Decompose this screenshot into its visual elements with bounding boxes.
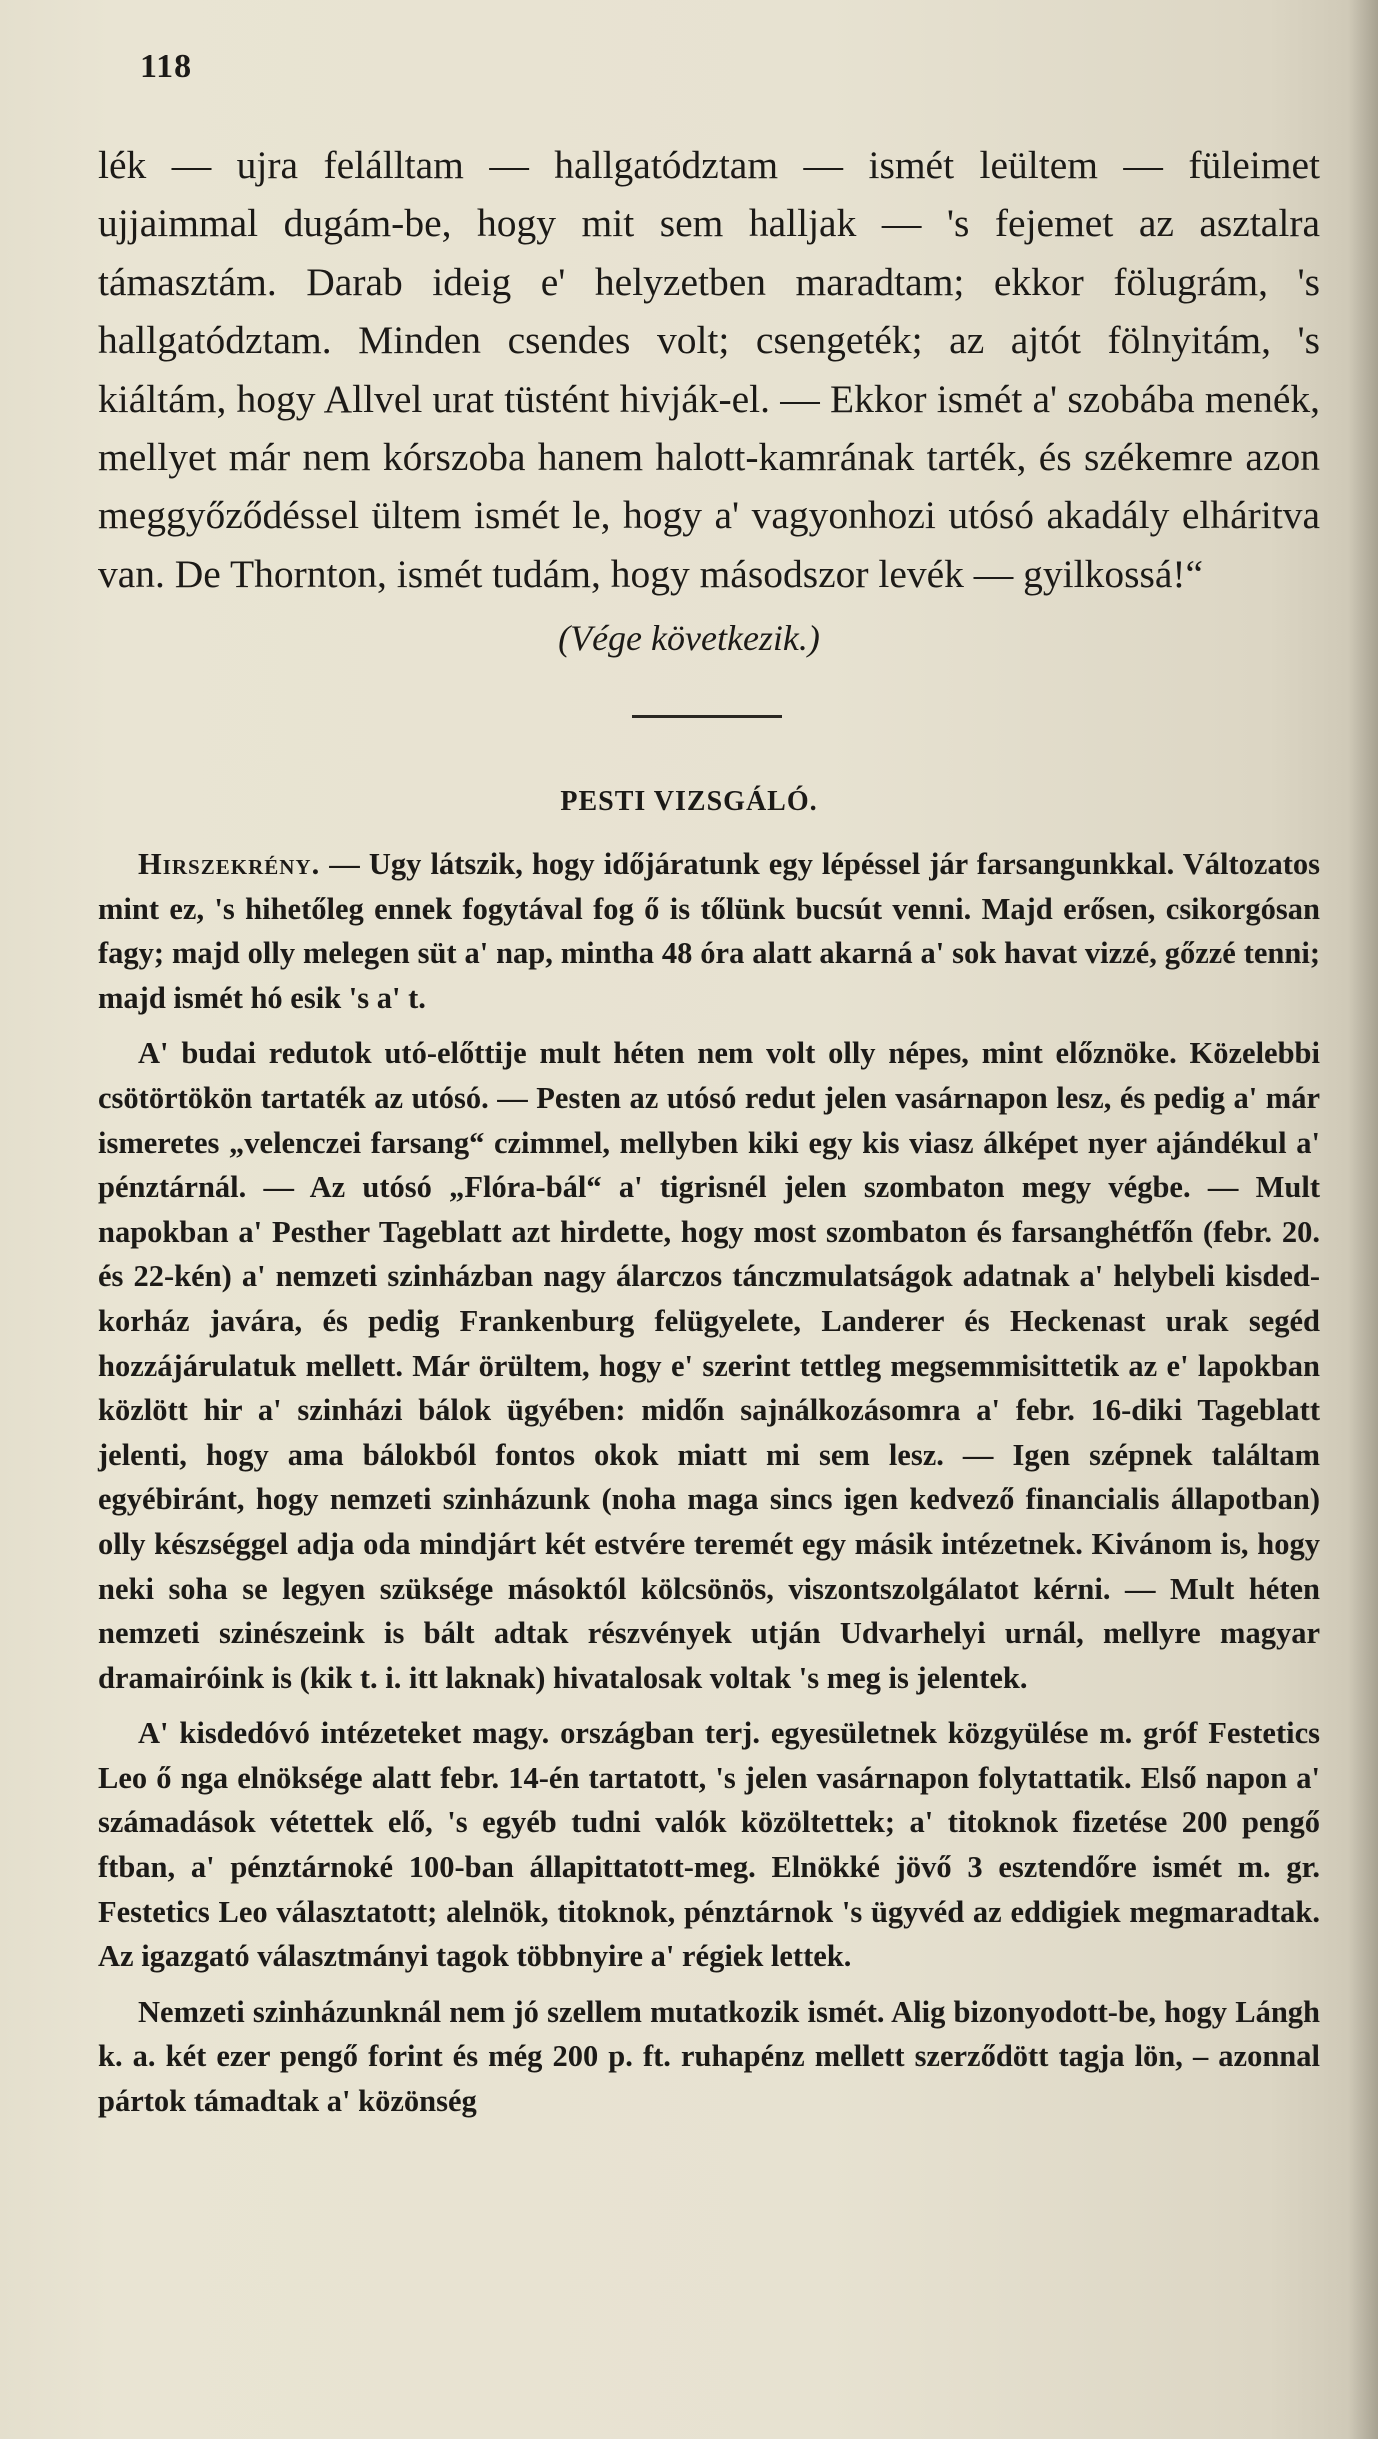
news-paragraph-1-text: — Ugy látszik, hogy időjáratunk egy lépéssel jár farsangunkkal. Változatos mint ez, 's hihetőleg ennek fogytával fog ő is tőlünk bucsút venni. Majd erősen, csikorgósan fagy; majd olly melegen süt a' nap, mintha 48 óra alatt akarná a' sok havat vizzé, gőzzé tenni; majd ismét hó esik 's a' t.: [98, 847, 1320, 1015]
news-paragraph-4: Nemzeti szinházunknál nem jó szellem mutatkozik ismét. Alig bizonyodott-be, hogy Lángh k. a. két ezer pengő forint és még 200 p. ft. ruhapénz mellett szerződött tagja lön, – azonnal pártok támadtak a' közönség: [98, 1994, 1320, 2119]
page-gutter-shadow: [1348, 0, 1378, 2439]
news-paragraph-3: A' kisdedóvó intézeteket magy. országban terj. egyesületnek közgyülése m. gróf Festetics Leo ő nga elnöksége alatt febr. 14-én tartatott, 's jelen vasárnapon folytattatik. Első napon a' számadások vétettek elő, 's egyéb tudni valók közöltettek; a' titoknok fizetése 200 pengő ftban, a' pénztárnoké 100-ban állapittatott-meg. Elnökké jövő 3 esztendőre ismét m. gr. Festetics Leo választatott; alelnök, titoknok, pénztárnok 's ügyvéd az eddigiek megmaradtak. Az igazgató választmányi tagok többnyire a' régiek lettek.: [98, 1716, 1320, 1974]
page-number: 118: [140, 48, 193, 85]
news-paragraph-1: [98, 842, 1320, 1020]
news-column: [98, 842, 1320, 2124]
news-paragraph-2: A' budai redutok utó-előttije mult héten nem volt olly népes, mint előznöke. Közelebbi csötörtökön tartaték az utósó. — Pesten az utósó redut jelen vasárnapon lesz, és pedig a' már ismeretes „velenczei farsang“ czimmel, mellyben kiki egy kis viasz álképet nyer ajándékul a' pénztárnál. — Az utósó „Flóra-bál“ a' tigrisnél jelen szombaton megy végbe. — Mult napokban a' Pesther Tageblatt azt hirdette, hogy most szombaton és farsanghétfőn (febr. 20. és 22-kén) a' nemzeti szinházban nagy álarczos tánczmulatságok adatnak a' helybeli kisded-korház javára, és pedig Frankenburg felügyelete, Landerer és Heckenast urak segéd hozzájárulatuk mellett. Már örültem, hogy e' szerint tettleg megsemmisittetik az e' lapokban közlött hir a' szinházi bálok ügyében: midőn sajnálkozásomra a' febr. 16-diki Tageblatt jelenti, hogy ama bálokból fontos okok miatt mi sem lesz. — Igen szépnek találtam egyébiránt, hogy nemzeti szinházunk (noha maga sincs igen kedvező financialis állapotban) olly készséggel adja oda mindjárt két estvére teremét egy másik intézetnek. Kivánom is, hogy neki soha se legyen szüksége másoktól kölcsönös, viszontszolgálatot kérni. — Mult héten nemzeti szinészeink is bált adtak részvények utján Udvarhelyi urnál, mellyre magyar dramairóink is (kik t. i. itt laknak) hivatalosak voltak 's meg is jelentek.: [98, 1036, 1320, 1695]
story-paragraph: lék — ujra felálltam — hallgatództam — ismét leültem — füleimet ujjaimmal dugám-be, hogy mit sem halljak — 's fejemet az asztalra támasztám. Darab ideig e' helyzetben maradtam; ekkor fölugrám, 's hallgatództam. Minden csendes volt; csengeték; az ajtót fölnyitám, 's kiáltám, hogy Allvel urat tüstént hivják-el. — Ekkor ismét a' szobába menék, mellyet már nem kórszoba hanem halott-kamrának tarték, és székemre azon meggyőződéssel ültem ismét le, hogy a' vagyonhozi utósó akadály elháritva van. De Thornton, ismét tudám, hogy másodszor levék — gyilkossá!“: [98, 143, 1320, 596]
section-title: PESTI VIZSGÁLÓ.: [560, 786, 818, 817]
news-lead-word: Hirszekrény.: [138, 847, 321, 881]
story-continuation: [98, 136, 1320, 603]
continued-note: (Vége következik.): [558, 618, 820, 658]
section-divider: [632, 715, 782, 718]
